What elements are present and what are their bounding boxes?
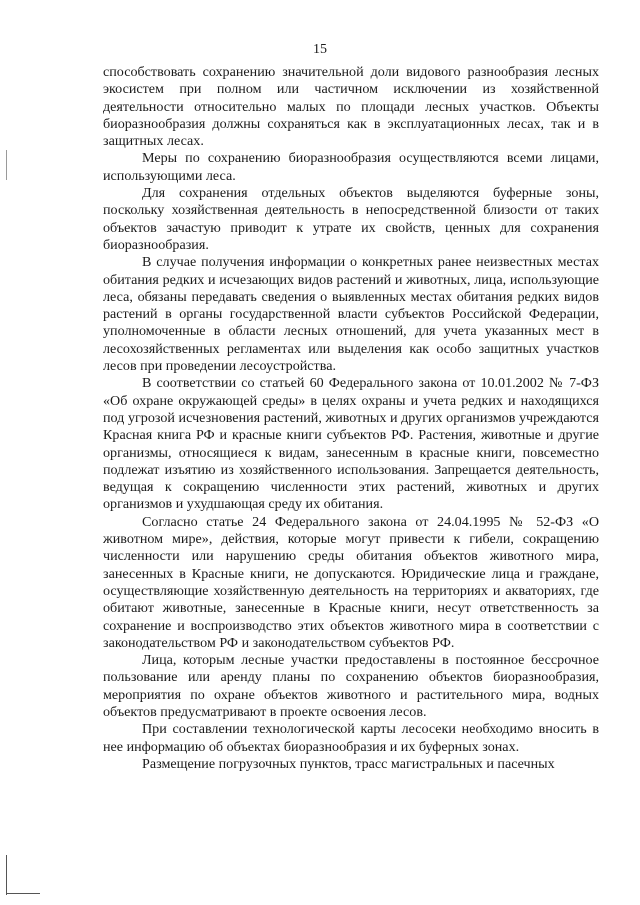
paragraph: Меры по сохранению биоразнообразия осуществляются всеми лицами, использующими леса. (103, 150, 599, 184)
paragraph: В соответствии со статьей 60 Федерального закона от 10.01.2002 № 7-ФЗ «Об охране окружающей среды» в целях охраны и учета редких и находящихся под угрозой исчезновения растений, животных и других организмов учреждаются Красная книга РФ и красные книги субъектов РФ. Растения, животные и другие организмы, относящиеся к видам, занесенным в красные книги, повсеместно подлежат изъятию из хозяйственного использования. Запрещается деятельность, ведущая к сокращению численности этих растений, животных и других организмов и ухудшающая среду их обитания. (103, 375, 599, 513)
scan-margin-mark (6, 855, 7, 895)
paragraph: способствовать сохранению значительной доли видового разнообразия лесных экосистем при полном или частичном исключении из хозяйственной деятельности относительно малых по площади лесных участков. Объекты биоразнообразия должны сохраняться как в эксплуатационных лесах, так и в защитных лесах. (103, 64, 599, 150)
paragraph: Лица, которым лесные участки предоставлены в постоянное бессрочное пользование или аренду планы по сохранению объектов биоразнообразия, мероприятия по охране объектов животного и растительного мира, водных объектов предусматривают в проекте освоения лесов. (103, 652, 599, 720)
scan-corner-mark (6, 893, 40, 894)
page-number: 15 (313, 42, 327, 57)
body-text (103, 64, 599, 773)
paragraph: Размещение погрузочных пунктов, трасс магистральных и пасечных (142, 755, 555, 772)
paragraph: Для сохранения отдельных объектов выделяются буферные зоны, поскольку хозяйственная деятельность в непосредственной близости от таких объектов зачастую приводит к утрате их свойств, ценных для сохранения биоразнообразия. (103, 185, 599, 253)
paragraph: Согласно статье 24 Федерального закона от 24.04.1995 № 52-ФЗ «О животном мире», действия, которые могут привести к гибели, сокращению численности или нарушению среды обитания объектов животного мира, занесенных в Красные книги, не допускаются. Юридические лица и граждане, осуществляющие хозяйственную деятельность на территориях и акваториях, где обитают животные, занесенные в Красные книги, несут ответственность за сохранение и воспроизводство этих объектов животного мира в соответствии с законодательством РФ и законодательством субъектов РФ. (103, 513, 599, 651)
paragraph: При составлении технологической карты лесосеки необходимо вносить в нее информацию об объектах биоразнообразия и их буферных зонах. (103, 721, 599, 755)
paragraph: В случае получения информации о конкретных ранее неизвестных местах обитания редких и исчезающих видов растений и животных, лица, использующие леса, обязаны передавать сведения о выявленных местах обитания редких видов растений в органы государственной власти субъектов Российской Федерации, уполномоченные в области лесных отношений, для учета указанных мест в лесохозяйственных регламентах или выделения как особо защитных участков лесов при проведении лесоустройства. (103, 254, 599, 375)
scan-margin-mark (6, 150, 7, 180)
